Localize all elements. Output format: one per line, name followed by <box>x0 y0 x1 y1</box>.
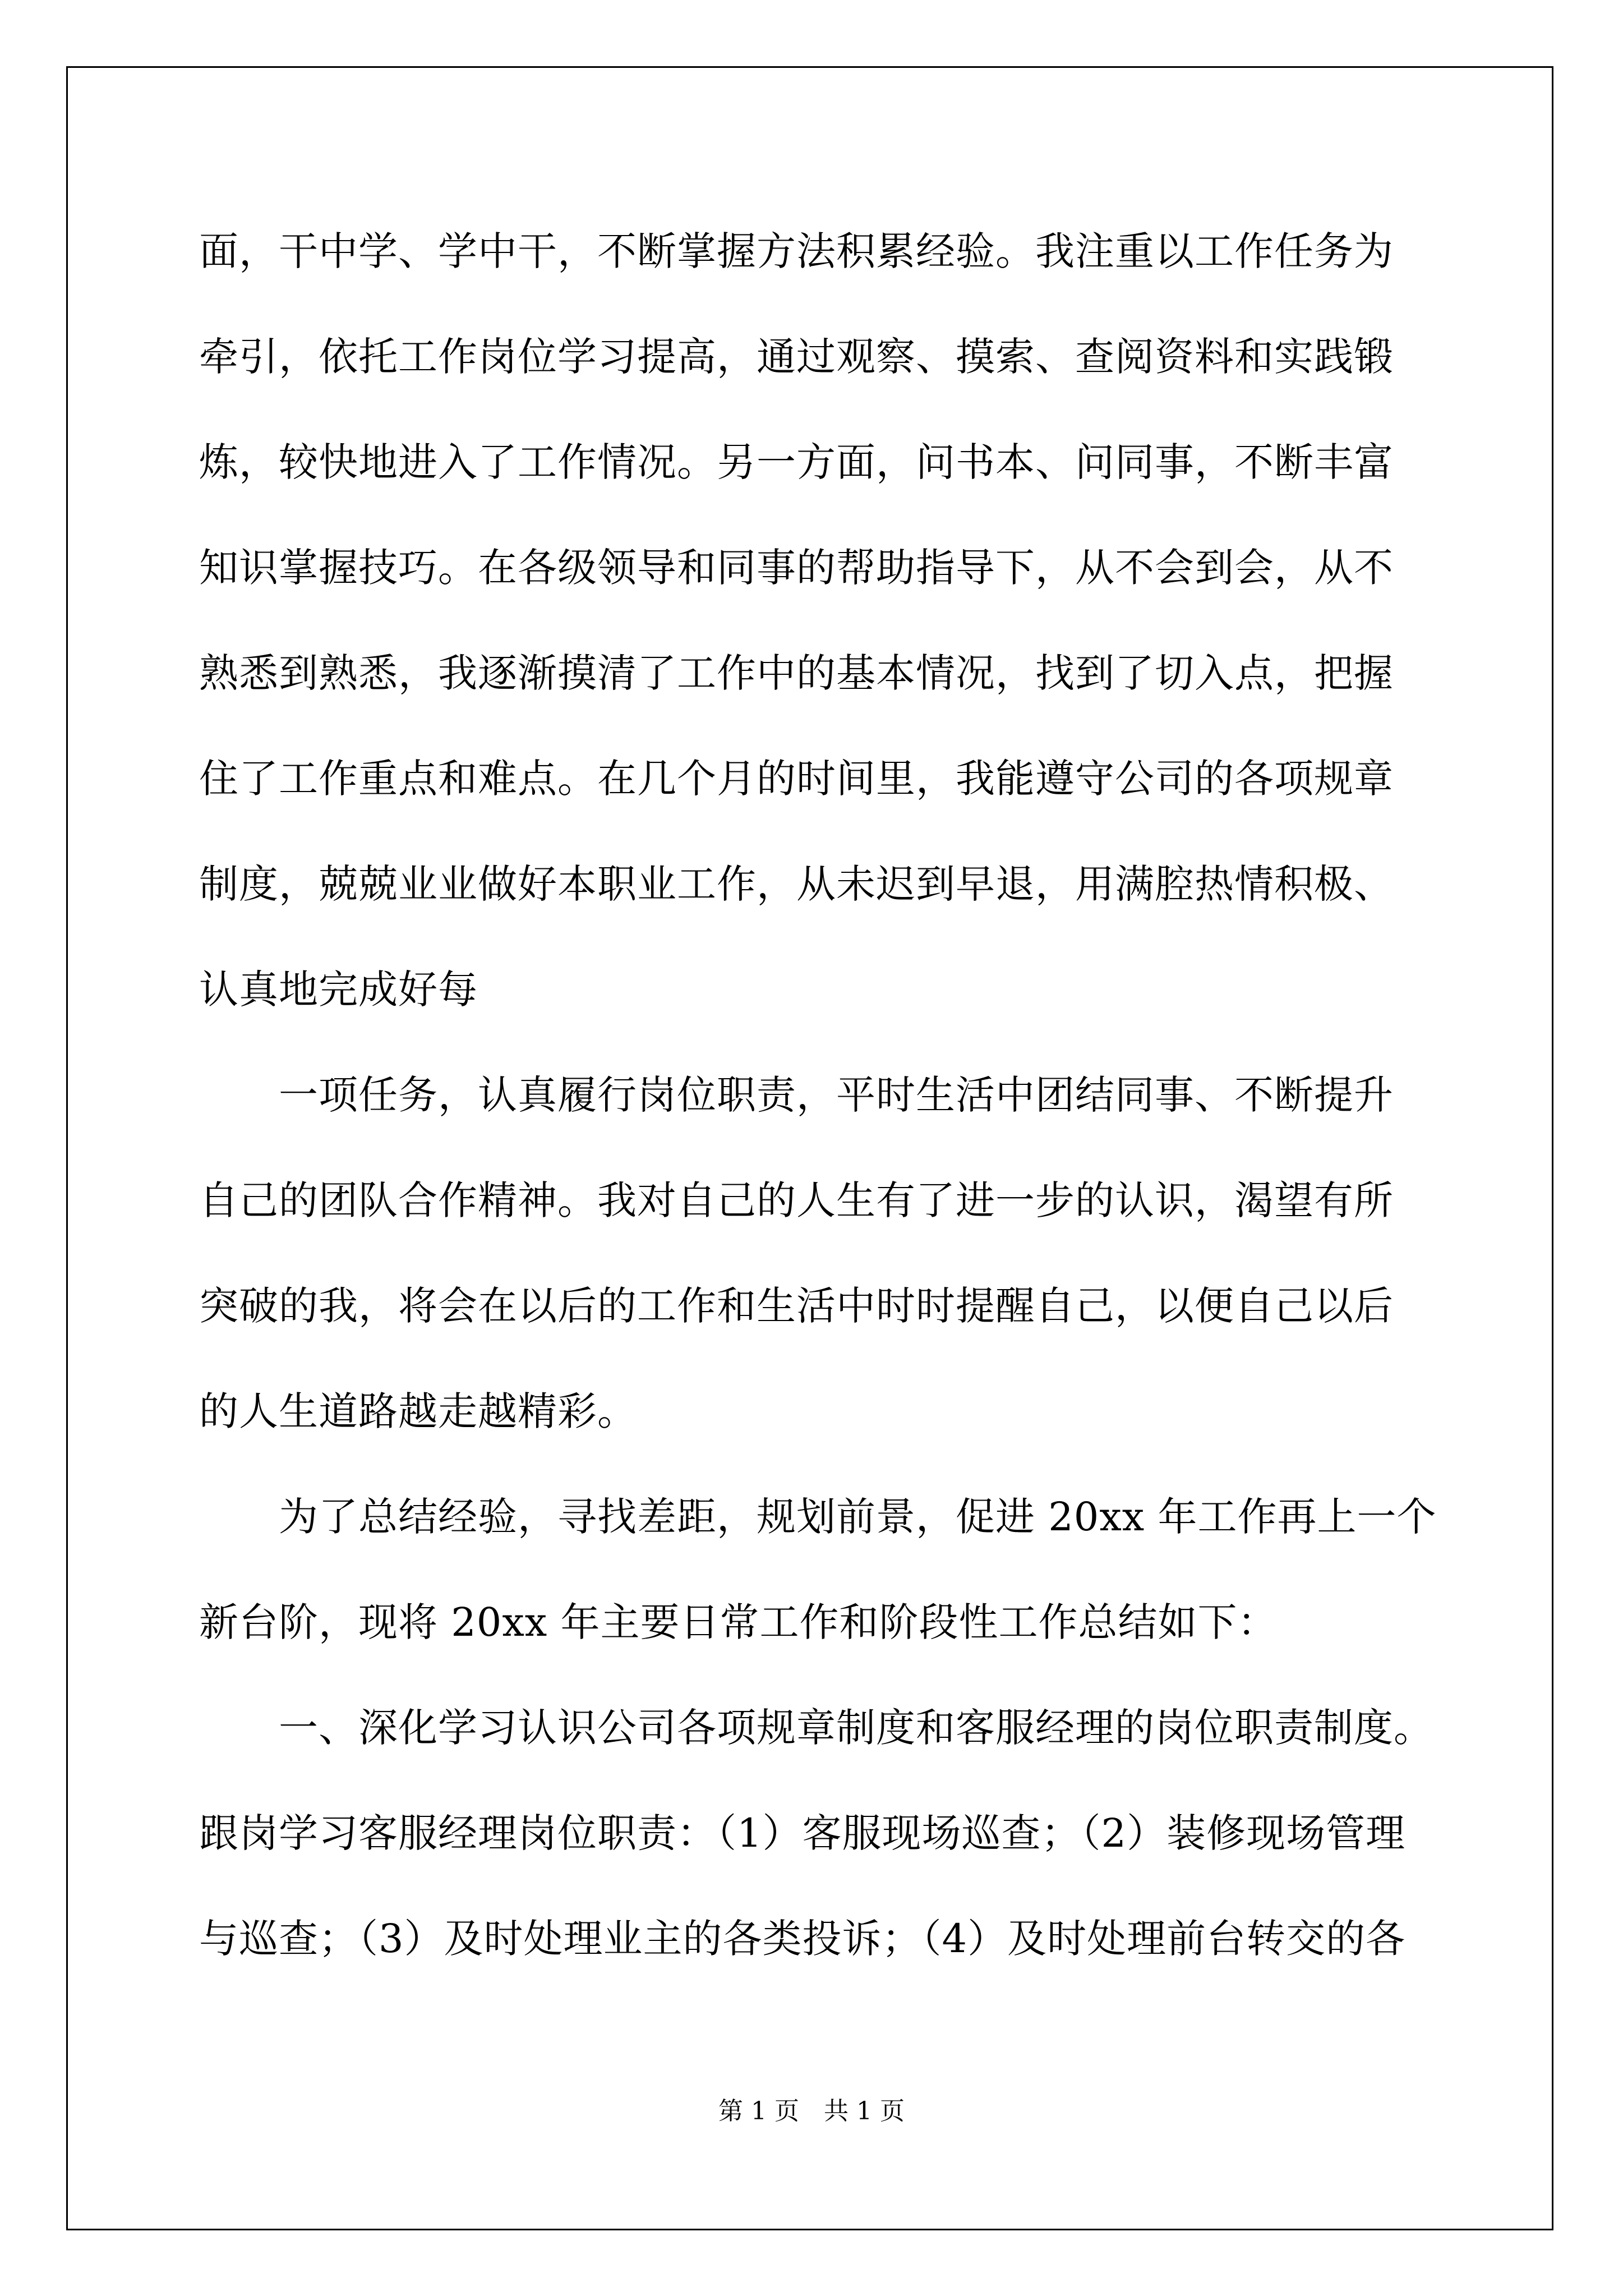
text-line: 自己的团队合作精神。我对自己的人生有了进一步的认识，渴望有所 <box>199 1177 1394 1223</box>
text-line: 住了工作重点和难点。在几个月的时间里，我能遵守公司的各项规章 <box>199 756 1394 802</box>
paragraph-start-line: 一项任务，认真履行岗位职责，平时生活中团结同事、不断提升 <box>279 1072 1394 1118</box>
page-number-footer: 第 1 页 共 1 页 <box>718 2097 905 2125</box>
paragraph-start-line: 为了总结经验，寻找差距，规划前景，促进 20xx 年工作再上一个 <box>279 1494 1437 1540</box>
text-line: 跟岗学习客服经理岗位职责：（1）客服现场巡查；（2）装修现场管理 <box>199 1810 1406 1856</box>
text-line: 新台阶，现将 20xx 年主要日常工作和阶段性工作总结如下： <box>199 1599 1278 1645</box>
text-line: 知识掌握技巧。在各级领导和同事的帮助指导下，从不会到会，从不 <box>199 545 1394 591</box>
text-line: 牵引，依托工作岗位学习提高，通过观察、摸索、查阅资料和实践锻 <box>199 334 1394 380</box>
text-line: 炼，较快地进入了工作情况。另一方面，问书本、问同事，不断丰富 <box>199 439 1394 485</box>
text-line: 的人生道路越走越精彩。 <box>199 1388 637 1434</box>
text-line: 突破的我，将会在以后的工作和生活中时时提醒自己，以便自己以后 <box>199 1283 1394 1329</box>
text-line: 面，干中学、学中干，不断掌握方法积累经验。我注重以工作任务为 <box>199 228 1394 274</box>
text-line: 制度，兢兢业业做好本职业工作，从未迟到早退，用满腔热情积极、 <box>199 861 1394 907</box>
text-line: 熟悉到熟悉，我逐渐摸清了工作中的基本情况，找到了切入点，把握 <box>199 650 1394 696</box>
text-line: 与巡查；（3）及时处理业主的各类投诉；（4）及时处理前台转交的各 <box>199 1916 1406 1962</box>
text-line: 认真地完成好每 <box>199 967 478 1013</box>
document-body <box>199 218 1437 2010</box>
paragraph-start-line: 一、深化学习认识公司各项规章制度和客服经理的岗位职责制度。 <box>279 1705 1433 1751</box>
